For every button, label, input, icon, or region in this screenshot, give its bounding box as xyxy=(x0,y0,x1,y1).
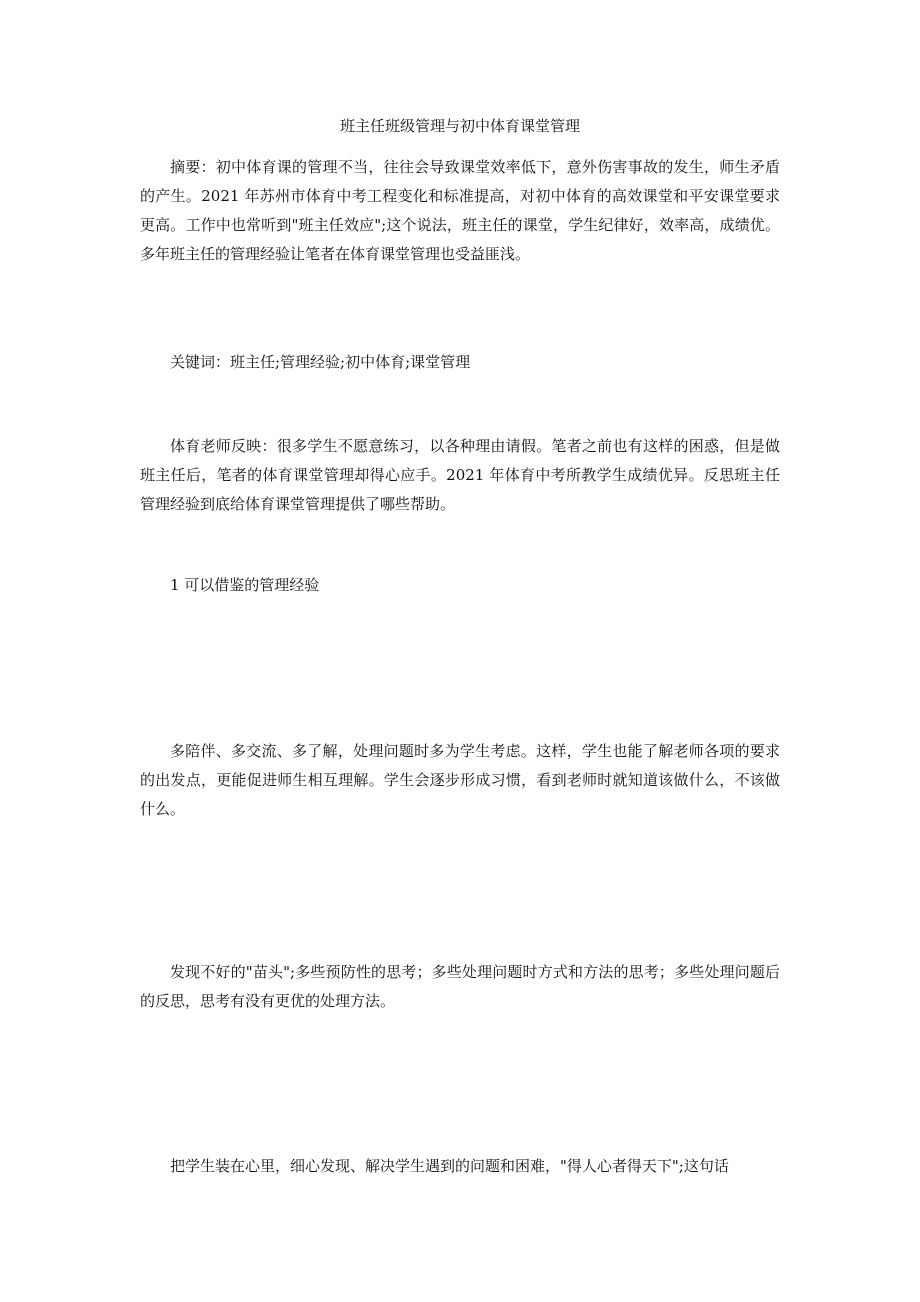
keywords-line: 关键词：班主任;管理经验;初中体育;课堂管理 xyxy=(170,353,471,371)
document-title: 班主任班级管理与初中体育课堂管理 xyxy=(339,117,580,135)
intro-paragraph: 体育老师反映：很多学生不愿意练习，以各种理由请假。笔者之前也有这样的困惑，但是做班主任后，笔者的体育课堂管理却得心应手。2021 年体育中考所教学生成绩优异。反思班主任管理经验到底给体育课堂管理提供了哪些帮助。 xyxy=(140,437,780,513)
body-paragraph-3: 把学生装在心里，细心发现、解决学生遇到的问题和困难，"得人心者得天下";这句话 xyxy=(170,1157,729,1175)
body-paragraph-2: 发现不好的"苗头";多些预防性的思考；多些处理问题时方式和方法的思考；多些处理问题后的反思，思考有没有更优的处理方法。 xyxy=(140,963,780,1010)
body-paragraph-1: 多陪伴、多交流、多了解，处理问题时多为学生考虑。这样，学生也能了解老师各项的要求的出发点，更能促进师生相互理解。学生会逐步形成习惯，看到老师时就知道该做什么，不该做什么。 xyxy=(140,742,780,818)
abstract-paragraph: 摘要：初中体育课的管理不当，往往会导致课堂效率低下，意外伤害事故的发生，师生矛盾的产生。2021 年苏州市体育中考工程变化和标准提高，对初中体育的高效课堂和平安课堂要求更高。工作中也常听到"班主任效应";这个说法，班主任的课堂，学生纪律好，效率高，成绩优。多年班主任的管理经验让笔者在体育课堂管理也受益匪浅。 xyxy=(140,158,780,263)
section-1-heading: 1 可以借鉴的管理经验 xyxy=(170,576,320,594)
